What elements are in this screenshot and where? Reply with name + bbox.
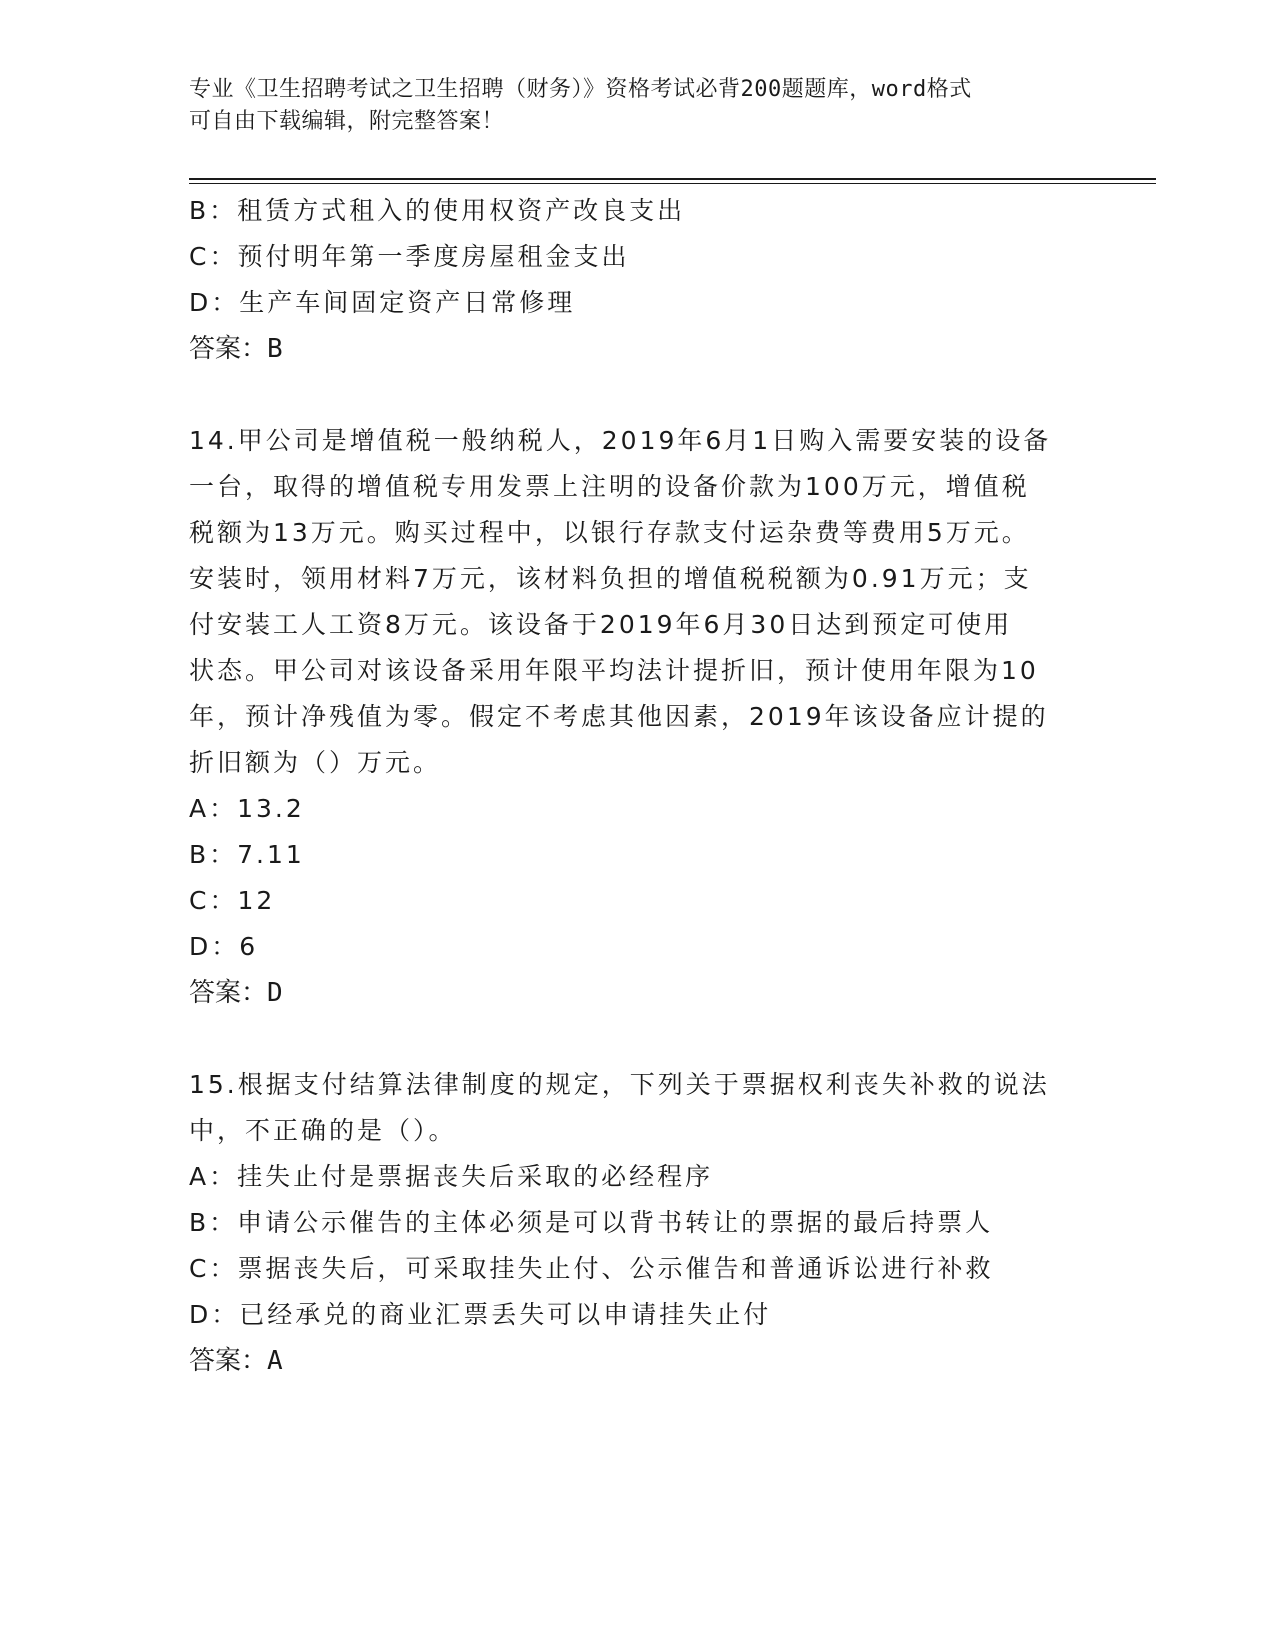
- document-body: [189, 188, 1089, 1384]
- answer-label: 答案：B: [189, 334, 283, 364]
- option-c: C：12: [189, 886, 276, 915]
- header-divider-thick: [189, 178, 1156, 180]
- option-b: B：申请公示催告的主体必须是可以背书转让的票据的最后持票人: [189, 1208, 994, 1237]
- option-c: C：票据丧失后，可采取挂失止付、公示催告和普通诉讼进行补救: [189, 1254, 994, 1283]
- stem-line: 14.甲公司是增值税一般纳税人，2019年6月1日购入需要安装的设备: [189, 426, 1052, 455]
- question-13-continued: [189, 188, 1089, 372]
- spacer: [189, 1016, 1089, 1062]
- option-b: B：租赁方式租入的使用权资产改良支出: [189, 196, 686, 225]
- stem-line: 一台，取得的增值税专用发票上注明的设备价款为100万元，增值税: [189, 472, 1030, 501]
- header-title-line-1: 专业《卫生招聘考试之卫生招聘（财务）》资格考试必背200题题库，word格式: [189, 77, 972, 102]
- stem-line: 15.根据支付结算法律制度的规定，下列关于票据权利丧失补救的说法: [189, 1070, 1050, 1099]
- document-header: [189, 74, 1069, 138]
- stem-line: 年，预计净残值为零。假定不考虑其他因素，2019年该设备应计提的: [189, 702, 1049, 731]
- question-14: [189, 418, 1089, 1016]
- stem-line: 安装时，领用材料7万元，该材料负担的增值税税额为0.91万元；支: [189, 564, 1032, 593]
- option-a: A：挂失止付是票据丧失后采取的必经程序: [189, 1162, 714, 1191]
- question-15: [189, 1062, 1089, 1384]
- stem-line: 状态。甲公司对该设备采用年限平均法计提折旧，预计使用年限为10: [189, 656, 1039, 685]
- option-d: D：已经承兑的商业汇票丢失可以申请挂失止付: [189, 1300, 772, 1329]
- option-d: D：6: [189, 932, 259, 961]
- stem-line: 付安装工人工资8万元。该设备于2019年6月30日达到预定可使用: [189, 610, 1013, 639]
- stem-line: 折旧额为（）万元。: [189, 748, 442, 777]
- answer-label: 答案：D: [189, 978, 283, 1008]
- question-stem: [189, 1062, 1089, 1154]
- stem-line: 中，不正确的是（）。: [189, 1116, 457, 1145]
- option-b: B：7.11: [189, 840, 305, 869]
- question-stem: [189, 418, 1089, 786]
- answer-label: 答案：A: [189, 1346, 283, 1376]
- option-c: C：预付明年第一季度房屋租金支出: [189, 242, 630, 271]
- header-title-line-2: 可自由下载编辑，附完整答案！: [189, 109, 505, 134]
- stem-line: 税额为13万元。购买过程中，以银行存款支付运杂费等费用5万元。: [189, 518, 1030, 547]
- option-d: D：生产车间固定资产日常修理: [189, 288, 576, 317]
- header-divider-thin: [189, 183, 1156, 184]
- spacer: [189, 372, 1089, 418]
- option-a: A：13.2: [189, 794, 305, 823]
